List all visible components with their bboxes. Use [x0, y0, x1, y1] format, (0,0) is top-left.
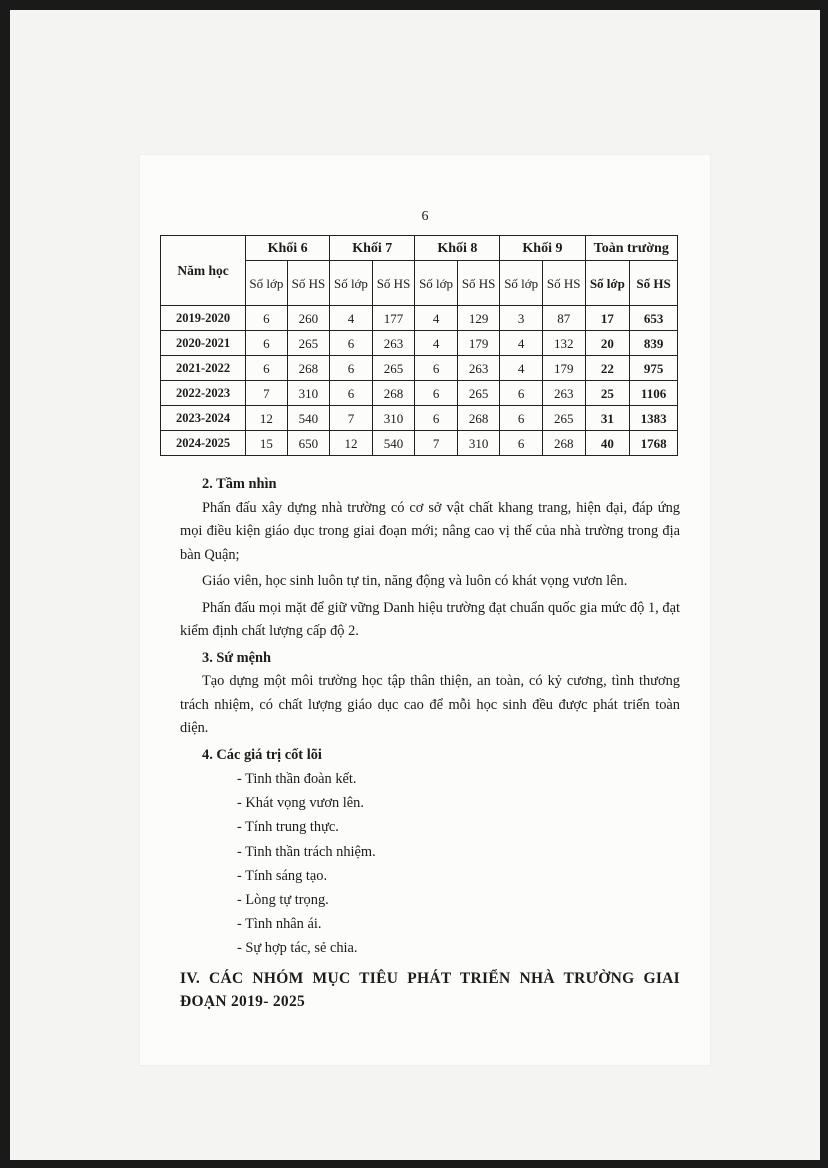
year-cell: 2023-2024: [161, 406, 246, 431]
student-count-cell: 310: [287, 381, 330, 406]
class-count-cell: 25: [585, 381, 630, 406]
class-count-header: Số lớp: [500, 261, 543, 306]
vision-heading: 2. Tầm nhìn: [202, 476, 277, 492]
student-count-cell: 179: [457, 331, 500, 356]
class-count-cell: 6: [246, 306, 288, 331]
student-count-cell: 268: [372, 381, 415, 406]
year-cell: 2022-2023: [161, 381, 246, 406]
vision-paragraph: Phấn đấu mọi mặt để giữ vững Danh hiệu trường đạt chuẩn quốc gia mức độ 1, đạt kiểm định chất lượng cấp độ 2.: [180, 599, 680, 639]
class-count-cell: 4: [415, 306, 458, 331]
year-column-header: Năm học: [161, 236, 246, 306]
list-item: - Lòng tự trọng.: [237, 892, 329, 909]
class-count-cell: 6: [246, 331, 288, 356]
total-class-count-header: Số lớp: [585, 261, 630, 306]
grade-9-header: Khối 9: [500, 236, 585, 261]
student-count-cell: 1768: [630, 431, 678, 456]
table-row: [161, 406, 678, 431]
total-student-count-header: Số HS: [630, 261, 678, 306]
year-cell: 2021-2022: [161, 356, 246, 381]
class-count-cell: 6: [246, 356, 288, 381]
vision-paragraph: Phấn đấu xây dựng nhà trường có cơ sở vật chất khang trang, hiện đại, đáp ứng mọi điều kiện giáo dục trong giai đoạn mới; nâng cao vị thế của nhà trường trong địa bàn Quận;: [180, 499, 680, 563]
student-count-cell: 650: [287, 431, 330, 456]
core-values-list: [180, 767, 680, 961]
student-count-cell: 129: [457, 306, 500, 331]
year-cell: 2019-2020: [161, 306, 246, 331]
student-count-header: Số HS: [542, 261, 585, 306]
list-item: - Tinh thần trách nhiệm.: [237, 843, 376, 860]
student-count-cell: 87: [542, 306, 585, 331]
student-count-cell: 839: [630, 331, 678, 356]
class-count-cell: 20: [585, 331, 630, 356]
student-statistics-table: [160, 235, 678, 456]
class-count-cell: 4: [500, 331, 543, 356]
document-body: [180, 473, 680, 1013]
student-count-cell: 268: [287, 356, 330, 381]
class-count-cell: 12: [246, 406, 288, 431]
class-count-cell: 6: [500, 431, 543, 456]
table-row: [161, 331, 678, 356]
class-count-cell: 4: [415, 331, 458, 356]
viewer-background: [10, 10, 820, 1160]
list-item: - Tinh thần đoàn kết.: [237, 771, 357, 787]
student-count-cell: 260: [287, 306, 330, 331]
class-count-cell: 7: [415, 431, 458, 456]
student-count-cell: 265: [287, 331, 330, 356]
class-count-header: Số lớp: [330, 261, 373, 306]
class-count-cell: 3: [500, 306, 543, 331]
vision-paragraph: Giáo viên, học sinh luôn tự tin, năng động và luôn có khát vọng vươn lên.: [202, 573, 628, 589]
table-row: [161, 356, 678, 381]
list-item: - Tính sáng tạo.: [237, 867, 328, 884]
grade-7-header: Khối 7: [330, 236, 415, 261]
table-row: [161, 306, 678, 331]
class-count-cell: 6: [415, 356, 458, 381]
student-count-cell: 540: [372, 431, 415, 456]
table-header-row: [161, 236, 678, 261]
class-count-cell: 40: [585, 431, 630, 456]
student-count-cell: 1383: [630, 406, 678, 431]
mission-heading: 3. Sứ mệnh: [202, 649, 272, 666]
class-count-cell: 22: [585, 356, 630, 381]
list-item: - Tình nhân ái.: [237, 916, 322, 933]
grade-6-header: Khối 6: [246, 236, 330, 261]
document-page: [140, 155, 710, 1065]
class-count-cell: 6: [500, 406, 543, 431]
year-cell: 2020-2021: [161, 331, 246, 356]
student-count-header: Số HS: [372, 261, 415, 306]
class-count-cell: 6: [330, 381, 373, 406]
class-count-cell: 12: [330, 431, 373, 456]
core-values-heading: 4. Các giá trị cốt lõi: [202, 746, 322, 763]
class-count-cell: 6: [330, 331, 373, 356]
year-cell: 2024-2025: [161, 431, 246, 456]
class-count-cell: 6: [500, 381, 543, 406]
student-count-cell: 263: [457, 356, 500, 381]
student-count-cell: 268: [457, 406, 500, 431]
student-count-cell: 1106: [630, 381, 678, 406]
list-item: - Tính trung thực.: [237, 819, 339, 836]
student-count-cell: 265: [542, 406, 585, 431]
class-count-cell: 7: [330, 406, 373, 431]
student-count-cell: 310: [457, 431, 500, 456]
student-count-cell: 653: [630, 306, 678, 331]
class-count-cell: 6: [415, 381, 458, 406]
student-count-cell: 132: [542, 331, 585, 356]
page-number: 6: [421, 209, 429, 224]
student-count-cell: 975: [630, 356, 678, 381]
class-count-cell: 31: [585, 406, 630, 431]
mission-paragraph: Tạo dựng một môi trường học tập thân thiện, an toàn, có kỷ cương, tình thương trách nhiệm, có chất lượng giáo dục cao để mỗi học sinh đều được phát triển toàn diện.: [180, 673, 680, 736]
student-count-cell: 540: [287, 406, 330, 431]
section-heading: IV. CÁC NHÓM MỤC TIÊU PHÁT TRIỂN NHÀ TRƯỜNG GIAI ĐOẠN 2019- 2025: [180, 969, 680, 1010]
whole-school-header: Toàn trường: [585, 236, 677, 261]
student-count-cell: 179: [542, 356, 585, 381]
student-count-cell: 177: [372, 306, 415, 331]
class-count-cell: 17: [585, 306, 630, 331]
student-count-cell: 310: [372, 406, 415, 431]
class-count-cell: 6: [415, 406, 458, 431]
table-row: [161, 431, 678, 456]
student-count-cell: 265: [457, 381, 500, 406]
student-count-cell: 268: [542, 431, 585, 456]
student-count-cell: 263: [542, 381, 585, 406]
list-item: - Khát vọng vươn lên.: [237, 795, 364, 812]
class-count-cell: 6: [330, 356, 373, 381]
class-count-cell: 7: [246, 381, 288, 406]
student-count-cell: 263: [372, 331, 415, 356]
class-count-cell: 15: [246, 431, 288, 456]
table-row: [161, 381, 678, 406]
class-count-header: Số lớp: [246, 261, 288, 306]
list-item: - Sự hợp tác, sẻ chia.: [237, 940, 358, 957]
grade-8-header: Khối 8: [415, 236, 500, 261]
class-count-cell: 4: [500, 356, 543, 381]
student-count-header: Số HS: [287, 261, 330, 306]
class-count-cell: 4: [330, 306, 373, 331]
student-count-header: Số HS: [457, 261, 500, 306]
class-count-header: Số lớp: [415, 261, 458, 306]
student-count-cell: 265: [372, 356, 415, 381]
